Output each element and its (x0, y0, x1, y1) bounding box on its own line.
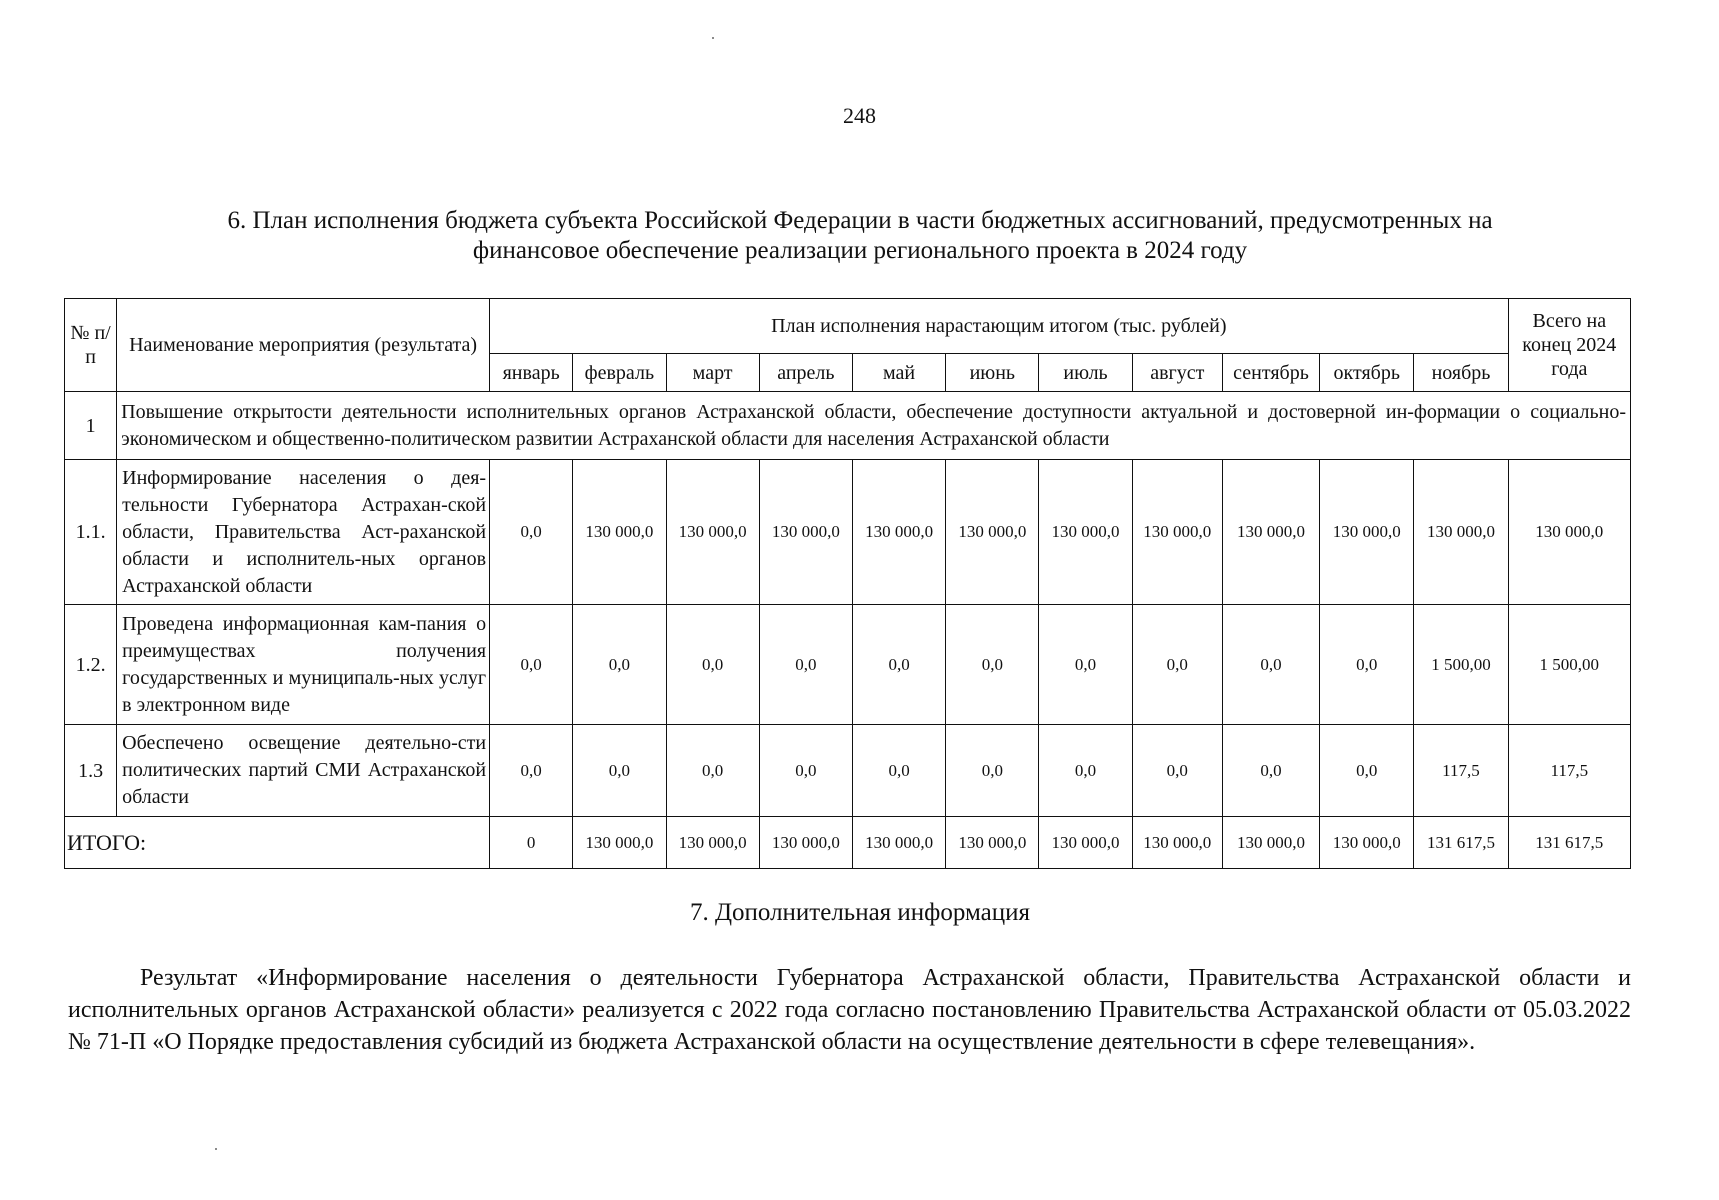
value-cell: 0,0 (946, 605, 1039, 725)
value-cell: 0,0 (759, 605, 852, 725)
month-header: январь (490, 354, 573, 392)
month-header: апрель (759, 354, 852, 392)
row-num: 1.2. (65, 605, 117, 725)
section-6-title-line-1: 6. План исполнения бюджета субъекта Российской Федерации в части бюджетных ассигнований, предусмотренных на (227, 207, 1493, 234)
value-cell: 0,0 (852, 605, 945, 725)
value-cell: 0,0 (1222, 605, 1319, 725)
table-row (65, 460, 1631, 605)
month-header: февраль (573, 354, 666, 392)
value-cell: 130 000,0 (666, 460, 759, 605)
section-7-title: 7. Дополнительная информация (689, 899, 1031, 926)
header-plan: План исполнения нарастающим итогом (тыс. рублей) (490, 299, 1509, 354)
header-total: Всего на конец 2024 года (1508, 299, 1630, 392)
value-cell: 130 000,0 (1039, 460, 1132, 605)
row-name: Обеспечено освещение деятельно-сти политических партий СМИ Астраханской области (117, 725, 490, 817)
total-value-cell: 130 000,0 (1222, 817, 1319, 869)
page-number: 248 (843, 103, 876, 128)
section-6-title-line-2: финансовое обеспечение реализации регионального проекта в 2024 году (472, 237, 1248, 264)
month-header: март (666, 354, 759, 392)
month-header: ноябрь (1414, 354, 1508, 392)
total-value-cell: 130 000,0 (1320, 817, 1414, 869)
value-cell: 0,0 (759, 725, 852, 817)
value-cell: 1 500,00 (1414, 605, 1508, 725)
value-cell: 130 000,0 (1414, 460, 1508, 605)
total-value-cell: 130 000,0 (573, 817, 666, 869)
total-label: ИТОГО: (65, 817, 490, 869)
section-row (65, 392, 1631, 460)
row-name: Проведена информационная кам-пания о преимуществах получения государственных и муниципаль-ных услуг в электронном виде (117, 605, 490, 725)
total-value-cell: 130 000,0 (1132, 817, 1222, 869)
month-header: июль (1039, 354, 1132, 392)
value-cell: 0,0 (1320, 605, 1414, 725)
month-header: октябрь (1320, 354, 1414, 392)
additional-info-paragraph: Результат «Информирование населения о деятельности Губернатора Астраханской области, Правительства Астраханской области и исполнительных органов Астраханской области» реализуется с 2022 года согласно постановлению Правительства Астраханской области от 05.03.2022 № 71-П «О Порядке предоставления субсидий из бюджета Астраханской области на осуществление деятельности в сфере телевещания». (68, 965, 1631, 1055)
total-row (65, 817, 1631, 869)
value-cell: 0,0 (1132, 725, 1222, 817)
section-row-text: Повышение открытости деятельности исполнительных органов Астраханской области, обеспечение доступности актуальной и достоверной ин-формации о социально-экономическом и общественно-политическом развитии Астраханской области для населения Астраханской области (117, 392, 1631, 460)
table-row (65, 725, 1631, 817)
total-value-cell: 130 000,0 (946, 817, 1039, 869)
value-cell: 130 000,0 (573, 460, 666, 605)
total-value-cell: 130 000,0 (852, 817, 945, 869)
total-value-cell: 131 617,5 (1414, 817, 1508, 869)
total-value-cell: 130 000,0 (666, 817, 759, 869)
value-cell: 0,0 (490, 460, 573, 605)
value-cell: 0,0 (1320, 725, 1414, 817)
section-6-title (60, 206, 1660, 266)
table-row (65, 605, 1631, 725)
value-cell: 0,0 (946, 725, 1039, 817)
total-value-cell: 130 000,0 (1039, 817, 1132, 869)
month-header: август (1132, 354, 1222, 392)
total-value-cell: 130 000,0 (759, 817, 852, 869)
row-total: 1 500,00 (1508, 605, 1630, 725)
value-cell: 130 000,0 (1320, 460, 1414, 605)
month-header: июнь (946, 354, 1039, 392)
value-cell: 0,0 (666, 605, 759, 725)
value-cell: 117,5 (1414, 725, 1508, 817)
value-cell: 0,0 (1222, 725, 1319, 817)
header-name: Наименование мероприятия (результата) (117, 299, 490, 392)
header-row-1 (65, 299, 1631, 354)
value-cell: 0,0 (490, 605, 573, 725)
value-cell: 0,0 (573, 725, 666, 817)
header-num: № п/п (65, 299, 117, 392)
row-total: 130 000,0 (1508, 460, 1630, 605)
section-row-num: 1 (65, 392, 117, 460)
value-cell: 0,0 (1039, 605, 1132, 725)
grand-total: 131 617,5 (1508, 817, 1630, 869)
value-cell: 130 000,0 (759, 460, 852, 605)
month-header: сентябрь (1222, 354, 1319, 392)
value-cell: 0,0 (852, 725, 945, 817)
value-cell: 130 000,0 (852, 460, 945, 605)
row-name: Информирование населения о дея-тельности Губернатора Астрахан-ской области, Правительства Аст-раханской области и исполнитель-ных органов Астраханской области (117, 460, 490, 605)
value-cell: 130 000,0 (1222, 460, 1319, 605)
row-total: 117,5 (1508, 725, 1630, 817)
row-num: 1.1. (65, 460, 117, 605)
value-cell: 0,0 (573, 605, 666, 725)
total-value-cell: 0 (490, 817, 573, 869)
value-cell: 130 000,0 (946, 460, 1039, 605)
value-cell: 0,0 (1132, 605, 1222, 725)
row-num: 1.3 (65, 725, 117, 817)
month-header: май (852, 354, 945, 392)
scan-speck (712, 37, 714, 39)
value-cell: 0,0 (666, 725, 759, 817)
budget-plan-table (64, 298, 1631, 869)
value-cell: 130 000,0 (1132, 460, 1222, 605)
value-cell: 0,0 (490, 725, 573, 817)
value-cell: 0,0 (1039, 725, 1132, 817)
scan-speck (215, 1148, 217, 1150)
